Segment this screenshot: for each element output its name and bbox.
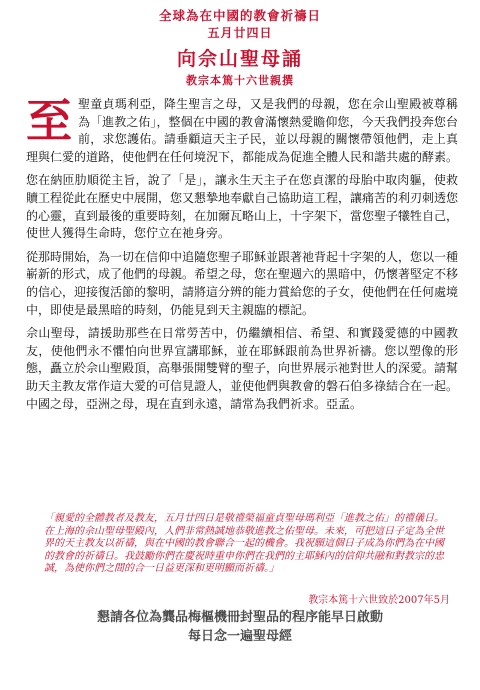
appeal-box — [0, 608, 480, 646]
appeal-line-1: 懇請各位為龔品梅樞機冊封聖品的程序能早日啟動 — [96, 610, 383, 625]
dropcap: 至 — [26, 94, 72, 148]
papal-quote: 「親愛的全體教者及教友，五月廿四日是敬禮榮福童貞聖母瑪利亞「進教之佑」的禮儀日。在上海的佘山聖母聖殿內，人們非常熱誠地恭敬進教之佑聖母。未來，可把這日子定為全世界的天主教友以祈禱，與在中國的教會聯合一起的機會。我祝願這個日子成為你們為在中國的教會的祈禱日。我鼓勵你們在慶祝時重申你們在我們的主耶穌內的信仰共融和對教宗的忠誠，為使你們之間的合一日益更深和更明顯而祈禱。」 — [44, 513, 444, 575]
appeal-line-2: 每日念一遍聖母經 — [187, 629, 292, 644]
prayer-body — [26, 96, 458, 419]
header-day-of-prayer: 全球為在中國的教會祈禱日 — [158, 8, 321, 23]
paragraph: 您在納匝肋順從主旨，說了「是」，讓永生天主子在您貞潔的母胎中取肉軀，使救贖工程從此在歷史中展開，您又懇摯地奉獻自己協助這工程，讓痛苦的利刃刺透您的心靈，直到最後的重要時刻，在加爾瓦略山上，十字架下，當您聖子犧牲自己，使世人獲得生命時，您佇立在祂身旁。 — [26, 173, 459, 241]
quote-attribution: 教宗本篤十六世致於2007年5月 — [308, 595, 450, 606]
paragraph-text: 聖童貞瑪利亞，降生聖言之母，又是我們的母親，您在佘山聖殿被尊稱為「進教之佑」，整個在中國的教會滿懷熱愛瞻仰您，今天我們投奔您台前，求您護佑。請垂顧這天主子民，並以母親的關懷帶領他們，走上真理與仁愛的道路，使他們在任何境況下，都能成為促進全體人民和諧共處的酵素。 — [26, 97, 459, 164]
paragraph: 佘山聖母，請援助那些在日常勞苦中，仍繼續相信、希望、和實踐愛德的中國教友，使他們永不懼怕向世界宣講耶穌，並在耶穌跟前為世界祈禱。您以塑像的形態，矗立於佘山聖殿頂，高舉張開雙臂的聖子，向世界展示祂對世人的深愛。請幫助天主教友常作這大愛的可信見證人，並使他們與教會的磐石伯多祿結合在一起。中國之母，亞洲之母，現在直到永遠，請常為我們祈求。亞孟。 — [26, 326, 459, 411]
page-title: 向佘山聖母誦 — [176, 48, 303, 70]
header-date: 五月廿四日 — [207, 26, 273, 40]
paragraph: 從那時開始，為一切在信仰中追隨您聖子耶穌並跟著祂背起十字架的人，您以一種嶄新的形式，成了他們的母親。希望之母，您在聖週六的黑暗中，仍懷著堅定不移的信心，迎接復活節的黎明，請將這分辨的能力賞給您的子女，使他們在任何處境中，即使是最黑暗的時刻，仍能見到天主親臨的標記。 — [26, 249, 459, 317]
author-line: 教宗本篤十六世親撰 — [186, 74, 294, 87]
paragraph — [26, 96, 458, 166]
